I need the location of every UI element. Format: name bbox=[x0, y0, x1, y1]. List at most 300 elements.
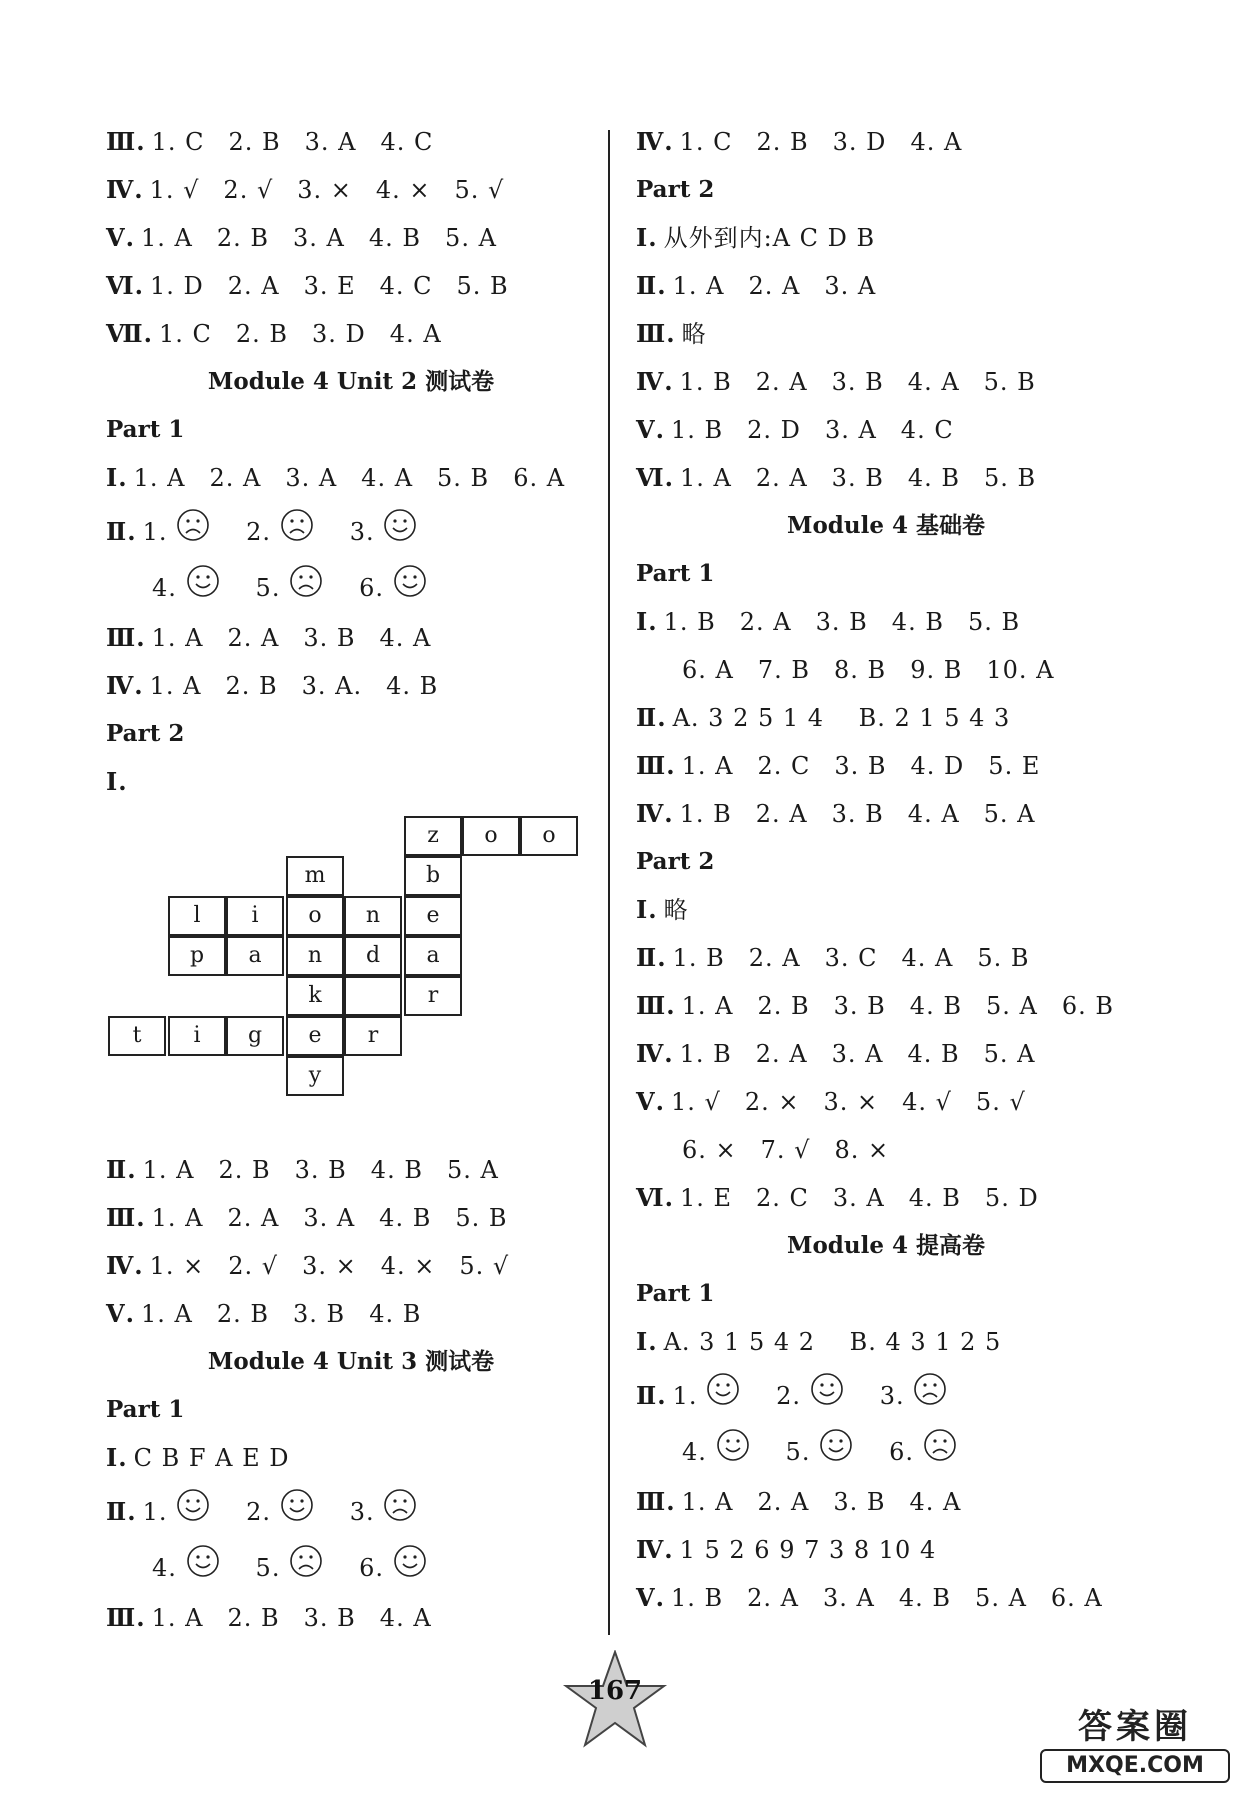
face-line bbox=[106, 1542, 596, 1594]
answer-item: 2. B bbox=[225, 672, 278, 700]
answer-item: 2. A bbox=[755, 464, 808, 492]
answer-item: 2. A bbox=[227, 624, 280, 652]
answer-item: 2. A bbox=[755, 1040, 808, 1068]
answer-item: 5. A bbox=[445, 224, 497, 252]
answer-item: 2. B bbox=[235, 320, 289, 348]
answer-line bbox=[106, 1194, 596, 1242]
answer-line bbox=[636, 358, 1136, 406]
answer-line bbox=[106, 310, 596, 358]
answer-item: 1. A bbox=[681, 992, 734, 1020]
face-label: 4. bbox=[682, 1438, 707, 1466]
smiley-face-icon bbox=[716, 1428, 750, 1462]
answer-line bbox=[106, 214, 596, 262]
answer-item: 3. A bbox=[832, 1184, 885, 1212]
face-label: 3. bbox=[349, 1498, 375, 1526]
answer-line bbox=[636, 310, 1136, 358]
answer-line bbox=[106, 166, 596, 214]
answer-item: 2. A bbox=[739, 608, 792, 636]
face-label: 1. bbox=[142, 1498, 168, 1526]
smiley-face-icon bbox=[383, 508, 417, 542]
crossword-cell: k bbox=[286, 976, 344, 1016]
crossword-cell: z bbox=[404, 816, 462, 856]
answer-item: 1. √ bbox=[670, 1088, 721, 1116]
answer-item: 5. A bbox=[975, 1584, 1027, 1612]
part-label: Part 1 bbox=[636, 560, 715, 587]
crossword-cell: a bbox=[404, 936, 462, 976]
answer-item: 1. × bbox=[149, 1252, 205, 1280]
answer-item: 3. B bbox=[815, 608, 868, 636]
roman-numeral: Ⅰ. bbox=[106, 463, 128, 492]
answer-item: 2. A bbox=[748, 944, 801, 972]
answer-item: 1. E bbox=[679, 1184, 732, 1212]
answer-item: 3. × bbox=[297, 176, 352, 204]
face-line bbox=[106, 502, 596, 562]
answer-item: 4. B bbox=[379, 1204, 432, 1232]
smiley-face-icon bbox=[819, 1428, 853, 1462]
roman-numeral: Ⅴ. bbox=[636, 1087, 665, 1116]
answer-item: 2. A bbox=[755, 800, 808, 828]
right-column bbox=[636, 118, 1136, 1622]
roman-numeral: Ⅳ. bbox=[106, 175, 144, 204]
answer-item: 6. A bbox=[1050, 1584, 1103, 1612]
sad-face-icon bbox=[923, 1428, 957, 1462]
answer-item: 3. B bbox=[831, 464, 884, 492]
answer-item: 9. B bbox=[910, 656, 963, 684]
answer-item: 4. A bbox=[909, 1488, 962, 1516]
answer-item: 5. √ bbox=[975, 1088, 1026, 1116]
part-label: Part 2 bbox=[106, 720, 185, 747]
section-heading: Module 4 Unit 2 测试卷 bbox=[207, 368, 495, 395]
smiley-face-icon bbox=[186, 1544, 220, 1578]
crossword-cell: e bbox=[286, 1016, 344, 1056]
answer-line bbox=[636, 790, 1136, 838]
roman-numeral: Ⅳ. bbox=[636, 1535, 674, 1564]
answer-item: 3. A bbox=[285, 464, 338, 492]
answer-item: 2. B bbox=[227, 1604, 280, 1632]
crossword-cell: y bbox=[286, 1056, 344, 1096]
answer-item: 4. B bbox=[907, 1040, 960, 1068]
answer-item: 1. B bbox=[663, 608, 716, 636]
answer-item: 1. A bbox=[151, 624, 204, 652]
answer-item: 2. A bbox=[227, 1204, 280, 1232]
answer-item: 5. E bbox=[988, 752, 1041, 780]
answer-item: 4. A bbox=[901, 944, 954, 972]
answer-item: 3. B bbox=[834, 752, 887, 780]
answer-item: 2. A bbox=[748, 272, 801, 300]
crossword-cell: l bbox=[168, 896, 226, 936]
sad-face-icon bbox=[289, 1544, 323, 1578]
roman-numeral: Ⅲ. bbox=[636, 319, 676, 348]
roman-numeral: Ⅱ. bbox=[636, 1381, 667, 1410]
answer-item: 3. × bbox=[302, 1252, 357, 1280]
answer-item: 4. A bbox=[379, 1604, 432, 1632]
answer-item: 3. B bbox=[831, 368, 884, 396]
answer-item: 2. B bbox=[216, 224, 270, 252]
answer-text: 略 bbox=[663, 896, 689, 924]
watermark-logo bbox=[1040, 1705, 1230, 1795]
section-heading: Module 4 提高卷 bbox=[787, 1232, 985, 1259]
answer-text: C B F A E D bbox=[133, 1444, 290, 1472]
roman-numeral: Ⅲ. bbox=[106, 1203, 146, 1232]
crossword-cell: m bbox=[286, 856, 344, 896]
roman-numeral: Ⅲ. bbox=[106, 623, 146, 652]
answer-item: 2. C bbox=[757, 752, 811, 780]
answer-item: 5. B bbox=[983, 368, 1036, 396]
answer-item: 1. B bbox=[679, 368, 732, 396]
answer-item: 5. B bbox=[437, 464, 490, 492]
face-line bbox=[106, 1482, 596, 1542]
answer-text: A. 3 2 5 1 4 B. 2 1 5 4 3 bbox=[672, 704, 1011, 732]
answer-item: 2. √ bbox=[223, 176, 274, 204]
answer-line bbox=[636, 262, 1136, 310]
answer-item: 1. C bbox=[151, 128, 205, 156]
crossword-cell: r bbox=[344, 1016, 402, 1056]
answer-item: 4. C bbox=[380, 128, 434, 156]
answer-line bbox=[636, 214, 1136, 262]
answer-item: 1. B bbox=[670, 416, 724, 444]
left-column bbox=[106, 118, 596, 1642]
answer-item: 3. D bbox=[312, 320, 366, 348]
answer-item: 2. A bbox=[227, 272, 280, 300]
roman-numeral: Ⅳ. bbox=[636, 367, 674, 396]
answer-line bbox=[106, 614, 596, 662]
answer-item: 4. B bbox=[898, 1584, 952, 1612]
answer-item: 4. A bbox=[910, 128, 963, 156]
answer-item: 3. B bbox=[833, 1488, 886, 1516]
answer-item: 5. B bbox=[967, 608, 1021, 636]
answer-item: 5. A bbox=[983, 1040, 1036, 1068]
answer-item: 3. D bbox=[832, 128, 887, 156]
column-divider bbox=[608, 130, 610, 1635]
crossword-cell: o bbox=[286, 896, 344, 936]
answer-item: 4. A bbox=[389, 320, 442, 348]
roman-numeral: Ⅰ. bbox=[106, 1443, 128, 1472]
answer-item: 8. B bbox=[834, 656, 887, 684]
smiley-face-icon bbox=[393, 1544, 427, 1578]
roman-numeral: Ⅳ. bbox=[106, 671, 144, 700]
watermark-top: 答案圈 bbox=[1078, 1707, 1192, 1747]
face-label: 5. bbox=[785, 1438, 811, 1466]
answer-item: 1. A bbox=[681, 752, 734, 780]
part-label: Part 2 bbox=[636, 176, 715, 203]
roman-numeral: Ⅵ. bbox=[636, 463, 674, 492]
roman-numeral: Ⅲ. bbox=[636, 751, 676, 780]
sad-face-icon bbox=[913, 1372, 947, 1406]
answer-item: 4. B bbox=[386, 672, 439, 700]
answer-item: 3. A bbox=[823, 1584, 875, 1612]
answer-line bbox=[636, 598, 1136, 646]
answer-item: 3. A. bbox=[301, 672, 363, 700]
answer-item: 4. B bbox=[908, 1184, 961, 1212]
answer-item: 4. B bbox=[368, 224, 422, 252]
face-label: 2. bbox=[246, 518, 272, 546]
answer-item: 5. √ bbox=[454, 176, 505, 204]
answer-item: 3. A bbox=[824, 272, 877, 300]
crossword-cell: d bbox=[344, 936, 402, 976]
answer-item: 4. × bbox=[380, 1252, 436, 1280]
part-label: Part 1 bbox=[106, 1396, 185, 1423]
answer-line bbox=[636, 1574, 1136, 1622]
smiley-face-icon bbox=[186, 564, 220, 598]
face-label: 1. bbox=[672, 1382, 698, 1410]
answer-item: 1. A bbox=[672, 272, 725, 300]
crossword-cell: t bbox=[108, 1016, 166, 1056]
answer-item: 8. × bbox=[834, 1136, 890, 1164]
face-label: 2. bbox=[246, 1498, 272, 1526]
answer-line bbox=[636, 406, 1136, 454]
roman-numeral: Ⅲ. bbox=[636, 991, 676, 1020]
crossword-cell: a bbox=[226, 936, 284, 976]
crossword-cell: o bbox=[520, 816, 578, 856]
answer-item: 4. D bbox=[910, 752, 965, 780]
answer-item: 2. × bbox=[744, 1088, 800, 1116]
answer-item: 6. A bbox=[513, 464, 566, 492]
answer-item: 5. B bbox=[977, 944, 1030, 972]
answer-item: 1. B bbox=[679, 1040, 732, 1068]
face-label: 6. bbox=[359, 1554, 384, 1582]
sad-face-icon bbox=[280, 508, 314, 542]
answer-item: 3. A bbox=[293, 224, 345, 252]
answer-item: 5. A bbox=[985, 992, 1038, 1020]
face-label: 3. bbox=[349, 518, 375, 546]
roman-numeral: Ⅵ. bbox=[636, 1183, 674, 1212]
roman-numeral: Ⅵ. bbox=[106, 271, 144, 300]
answer-item: 3. A bbox=[824, 416, 877, 444]
answer-item: 4. B bbox=[369, 1300, 422, 1328]
crossword-cell: g bbox=[226, 1016, 284, 1056]
answer-item: 3. B bbox=[303, 1604, 356, 1632]
sad-face-icon bbox=[383, 1488, 417, 1522]
answer-item: 2. A bbox=[755, 368, 808, 396]
answer-item: 1. D bbox=[149, 272, 204, 300]
answer-line bbox=[106, 1434, 596, 1482]
answer-line bbox=[106, 662, 596, 710]
answer-item: 3. B bbox=[293, 1300, 346, 1328]
answer-item: 6. B bbox=[1061, 992, 1114, 1020]
answer-item: 1. A bbox=[681, 1488, 734, 1516]
crossword-cell: o bbox=[462, 816, 520, 856]
answer-item: 1. A bbox=[149, 672, 202, 700]
answer-item: 1. C bbox=[679, 128, 733, 156]
face-line bbox=[636, 1366, 1136, 1426]
answer-item: 3. B bbox=[833, 992, 886, 1020]
answer-line bbox=[636, 1318, 1136, 1366]
roman-numeral: Ⅳ. bbox=[636, 127, 674, 156]
answer-item: 3. A bbox=[304, 128, 357, 156]
roman-numeral: Ⅴ. bbox=[106, 223, 135, 252]
crossword-cell: b bbox=[404, 856, 462, 896]
answer-item: 5. B bbox=[984, 464, 1037, 492]
answer-item: 2. B bbox=[757, 992, 810, 1020]
sad-face-icon bbox=[289, 564, 323, 598]
answer-item: 7. √ bbox=[760, 1136, 811, 1164]
roman-numeral: Ⅱ. bbox=[106, 1155, 137, 1184]
answer-item: 4. √ bbox=[902, 1088, 952, 1116]
face-label: 1. bbox=[142, 518, 168, 546]
answer-item: 5. √ bbox=[459, 1252, 510, 1280]
answer-item: 5. A bbox=[983, 800, 1036, 828]
answer-item: 1. A bbox=[142, 1156, 195, 1184]
smiley-face-icon bbox=[280, 1488, 314, 1522]
roman-numeral: Ⅲ. bbox=[106, 127, 146, 156]
answer-item: 4. B bbox=[909, 992, 962, 1020]
answer-line bbox=[636, 1126, 1136, 1174]
answer-item: 2. B bbox=[216, 1300, 270, 1328]
crossword-cell: n bbox=[286, 936, 344, 976]
smiley-face-icon bbox=[393, 564, 427, 598]
answer-item: 4. A bbox=[907, 368, 960, 396]
answer-item: 4. C bbox=[900, 416, 954, 444]
answer-item: 1. A bbox=[140, 224, 193, 252]
answer-line bbox=[636, 934, 1136, 982]
roman-numeral: Ⅱ. bbox=[636, 703, 667, 732]
answer-item: 2. D bbox=[747, 416, 801, 444]
answer-text: A. 3 1 5 4 2 B. 4 3 1 2 5 bbox=[663, 1328, 1002, 1356]
answer-item: 4. A bbox=[379, 624, 432, 652]
answer-line bbox=[636, 1030, 1136, 1078]
answer-line bbox=[106, 1290, 596, 1338]
answer-line bbox=[636, 454, 1136, 502]
crossword-cell: i bbox=[226, 896, 284, 936]
answer-item: 3. B bbox=[303, 624, 356, 652]
answer-item: 1. A bbox=[679, 464, 732, 492]
face-line bbox=[636, 1426, 1136, 1478]
part-label: Part 2 bbox=[636, 848, 715, 875]
crossword-cell-blank bbox=[344, 976, 402, 1016]
answer-item: 2. A bbox=[747, 1584, 800, 1612]
answer-item: 6. A bbox=[682, 656, 734, 684]
answer-item: 4. × bbox=[375, 176, 431, 204]
part-label: Part 1 bbox=[106, 416, 185, 443]
roman-numeral: Ⅰ. bbox=[636, 223, 658, 252]
section-heading: Module 4 基础卷 bbox=[787, 512, 985, 539]
answer-item: 2. A bbox=[209, 464, 262, 492]
answer-text: 略 bbox=[681, 320, 707, 348]
roman-numeral: Ⅲ. bbox=[636, 1487, 676, 1516]
answer-item: 3. E bbox=[303, 272, 356, 300]
answer-item: 4. C bbox=[379, 272, 433, 300]
answer-item: 2. B bbox=[756, 128, 809, 156]
roman-numeral: Ⅰ. bbox=[636, 895, 658, 924]
crossword-cell: n bbox=[344, 896, 402, 936]
roman-numeral: Ⅳ. bbox=[636, 799, 674, 828]
answer-item: 6. × bbox=[682, 1136, 737, 1164]
page-number: 167 bbox=[587, 1676, 643, 1706]
answer-text: 1 5 2 6 9 7 3 8 10 4 bbox=[679, 1536, 937, 1564]
answer-item: 2. A bbox=[757, 1488, 810, 1516]
answer-line bbox=[636, 694, 1136, 742]
answer-item: 3. B bbox=[831, 800, 884, 828]
answer-line bbox=[636, 1526, 1136, 1574]
crossword-cell: e bbox=[404, 896, 462, 936]
answer-line bbox=[636, 1174, 1136, 1222]
answer-line bbox=[636, 646, 1136, 694]
answer-line bbox=[106, 758, 596, 806]
roman-numeral: Ⅱ. bbox=[106, 517, 137, 546]
answer-item: 1. C bbox=[158, 320, 212, 348]
roman-numeral: Ⅳ. bbox=[106, 1251, 144, 1280]
answer-item: 2. B bbox=[228, 128, 281, 156]
part-label: Part 1 bbox=[636, 1280, 715, 1307]
answer-line bbox=[106, 1242, 596, 1290]
answer-line bbox=[636, 886, 1136, 934]
face-label: 6. bbox=[889, 1438, 914, 1466]
answer-item: 10. A bbox=[986, 656, 1055, 684]
answer-item: 3. × bbox=[823, 1088, 879, 1116]
smiley-face-icon bbox=[176, 1488, 210, 1522]
answer-item: 4. A bbox=[361, 464, 414, 492]
face-line bbox=[106, 562, 596, 614]
smiley-face-icon bbox=[706, 1372, 740, 1406]
roman-numeral: Ⅳ. bbox=[636, 1039, 674, 1068]
answer-line bbox=[636, 982, 1136, 1030]
face-label: 3. bbox=[879, 1382, 905, 1410]
face-label: 2. bbox=[776, 1382, 802, 1410]
face-label: 4. bbox=[152, 574, 177, 602]
roman-numeral: Ⅴ. bbox=[106, 1299, 135, 1328]
answer-item: 3. C bbox=[824, 944, 878, 972]
answer-line bbox=[636, 1078, 1136, 1126]
roman-numeral: Ⅶ. bbox=[106, 319, 153, 348]
answer-item: 5. B bbox=[455, 1204, 508, 1232]
roman-numeral: Ⅴ. bbox=[636, 1583, 665, 1612]
answer-item: 5. A bbox=[446, 1156, 499, 1184]
answer-item: 1. A bbox=[133, 464, 186, 492]
roman-numeral: Ⅰ. bbox=[636, 1327, 658, 1356]
crossword-cell: i bbox=[168, 1016, 226, 1056]
answer-line bbox=[636, 1478, 1136, 1526]
answer-item: 1. A bbox=[151, 1204, 204, 1232]
roman-numeral: Ⅱ. bbox=[636, 271, 667, 300]
answer-item: 3. A bbox=[831, 1040, 884, 1068]
answer-line bbox=[106, 1594, 596, 1642]
face-label: 5. bbox=[255, 1554, 281, 1582]
answer-text: 从外到内:A C D B bbox=[663, 224, 876, 252]
answer-item: 2. B bbox=[218, 1156, 271, 1184]
answer-item: 4. A bbox=[907, 800, 960, 828]
answer-item: 1. B bbox=[670, 1584, 724, 1612]
crossword-grid bbox=[106, 806, 596, 1146]
answer-line bbox=[106, 454, 596, 502]
answer-item: 4. B bbox=[891, 608, 944, 636]
watermark-bottom: MXQE.COM bbox=[1040, 1749, 1230, 1783]
answer-item: 3. B bbox=[294, 1156, 347, 1184]
answer-item: 1. √ bbox=[149, 176, 200, 204]
answer-item: 5. D bbox=[984, 1184, 1039, 1212]
roman-numeral: Ⅱ. bbox=[636, 943, 667, 972]
crossword-cell: p bbox=[168, 936, 226, 976]
answer-item: 1. B bbox=[679, 800, 732, 828]
face-label: 6. bbox=[359, 574, 384, 602]
roman-numeral: Ⅱ. bbox=[106, 1497, 137, 1526]
answer-item: 4. B bbox=[907, 464, 961, 492]
roman-numeral: Ⅴ. bbox=[636, 415, 665, 444]
answer-item: 1. B bbox=[672, 944, 725, 972]
smiley-face-icon bbox=[810, 1372, 844, 1406]
answer-item: 1. A bbox=[140, 1300, 193, 1328]
answer-line bbox=[636, 742, 1136, 790]
section-heading: Module 4 Unit 3 测试卷 bbox=[207, 1348, 495, 1375]
roman-numeral: Ⅰ. bbox=[636, 607, 658, 636]
answer-item: 7. B bbox=[757, 656, 811, 684]
answer-item: 5. B bbox=[456, 272, 509, 300]
answer-line bbox=[636, 118, 1136, 166]
answer-item: 3. A bbox=[303, 1204, 356, 1232]
face-label: 5. bbox=[255, 574, 281, 602]
answer-line bbox=[106, 118, 596, 166]
answer-line bbox=[106, 262, 596, 310]
answer-line bbox=[106, 1146, 596, 1194]
